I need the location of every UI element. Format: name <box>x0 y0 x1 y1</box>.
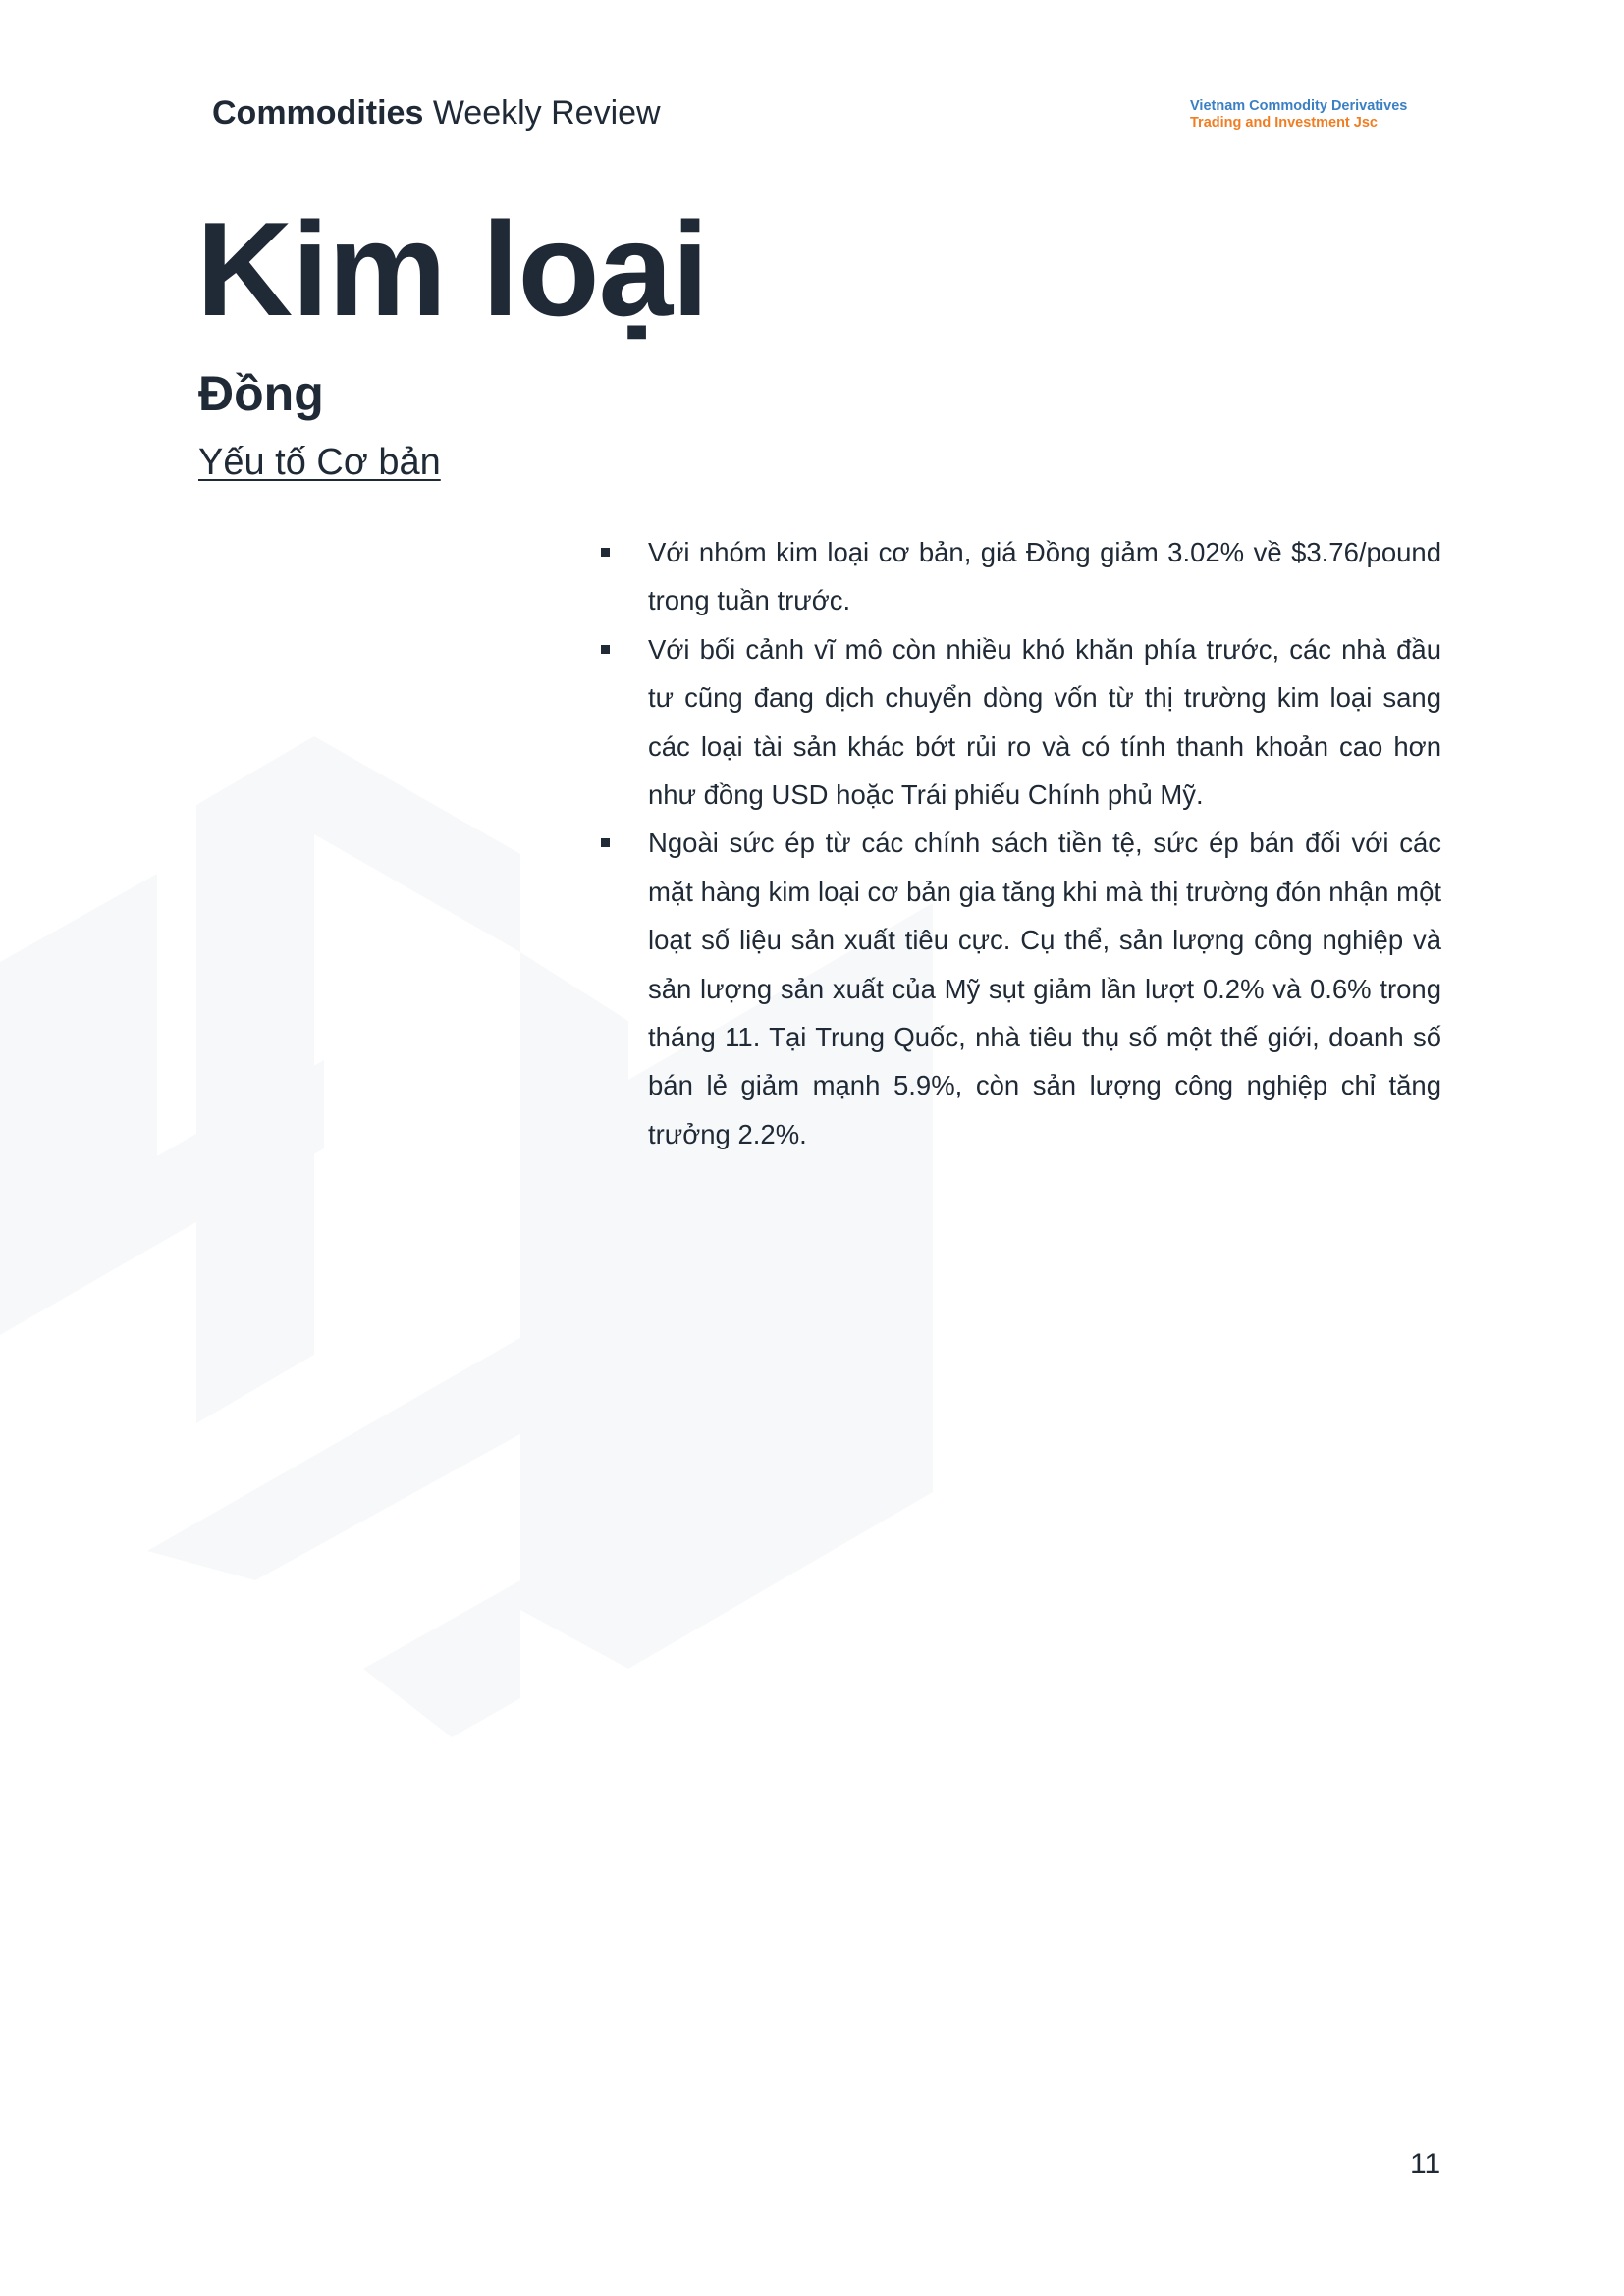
list-item <box>589 625 1441 820</box>
header-title-strong: Commodities <box>212 94 424 132</box>
bullet-text: Với bối cảnh vĩ mô còn nhiều khó khăn phía trước, các nhà đầu tư cũng đang dịch chuyển dòng vốn từ thị trường kim loại sang các loại tài sản khác bớt rủi ro và có tính thanh khoản cao hơn như đồng USD hoặc Trái phiếu Chính phủ Mỹ. <box>648 633 1441 811</box>
list-item <box>589 528 1441 625</box>
brand-logo <box>1190 98 1407 132</box>
bullet-list <box>589 528 1441 1158</box>
page-number: 11 <box>1410 2148 1441 2180</box>
brand-line-2: Trading and Investment Jsc <box>1190 115 1378 131</box>
page-subtitle: Đồng <box>198 366 324 421</box>
bullet-text: Với nhóm kim loại cơ bản, giá Đồng giảm 3.02% về $3.76/pound trong tuần trước. <box>648 537 1441 616</box>
bullet-text: Ngoài sức ép từ các chính sách tiền tệ, sức ép bán đối với các mặt hàng kim loại cơ bản gia tăng khi mà thị trường đón nhận một loạt số liệu sản xuất tiêu cực. Cụ thể, sản lượng công nghiệp và sản lượng sản xuất của Mỹ sụt giảm lần lượt 0.2% và 0.6% trong tháng 11. Tại Trung Quốc, nhà tiêu thụ số một thế giới, doanh số bán lẻ giảm mạnh 5.9%, còn sản lượng công nghiệp chỉ tăng trưởng 2.2%. <box>648 828 1441 1149</box>
section-heading-link[interactable]: Yếu tố Cơ bản <box>198 442 441 483</box>
page-title: Kim loại <box>196 194 708 344</box>
bullet-square-icon <box>601 838 610 847</box>
bullet-square-icon <box>601 548 610 557</box>
bullet-square-icon <box>601 645 610 654</box>
report-header <box>212 94 661 133</box>
list-item <box>589 819 1441 1158</box>
header-title-rest: Weekly Review <box>432 94 661 132</box>
brand-line-1: Vietnam Commodity Derivatives <box>1190 98 1408 114</box>
